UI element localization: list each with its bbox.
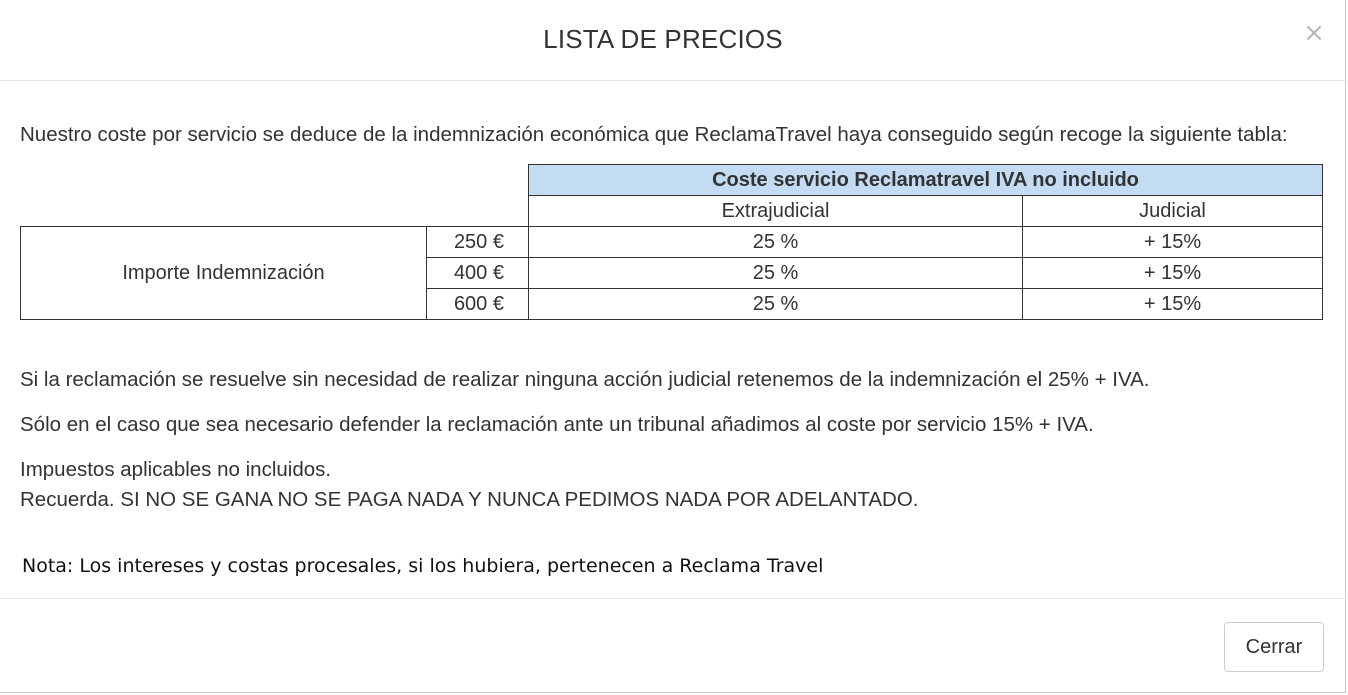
amount-cell: 600 €	[427, 289, 529, 320]
amount-cell: 400 €	[427, 258, 529, 289]
row-label-cell: Importe Indemnización	[21, 227, 427, 320]
modal-title: LISTA DE PRECIOS	[543, 24, 783, 54]
empty-cell	[21, 196, 427, 227]
judicial-info-text: Sólo en el caso que sea necesario defender la reclamación ante un tribunal añadimos al coste por servicio 15% + IVA.	[20, 413, 1094, 436]
extrajudicial-cell: 25 %	[529, 227, 1023, 258]
amount-cell: 250 €	[427, 227, 529, 258]
extrajudicial-cell: 25 %	[529, 258, 1023, 289]
close-button[interactable]: Cerrar	[1224, 622, 1324, 672]
extrajudicial-info-text: Si la reclamación se resuelve sin necesidad de realizar ninguna acción judicial retenemos de la indemnización el 25% + IVA.	[20, 368, 1150, 391]
close-icon[interactable]: ×	[1303, 18, 1325, 48]
modal-header	[0, 0, 1346, 81]
taxes-info-text: Impuestos aplicables no incluidos.	[20, 458, 332, 481]
column-header-judicial: Judicial	[1023, 196, 1323, 227]
empty-cell	[21, 165, 427, 196]
empty-cell	[427, 196, 529, 227]
table-row	[21, 227, 1323, 258]
table-header-row	[21, 165, 1323, 196]
judicial-cell: + 15%	[1023, 289, 1323, 320]
group-header-cell: Coste servicio Reclamatravel IVA no incluido	[529, 165, 1323, 196]
judicial-cell: + 15%	[1023, 258, 1323, 289]
table-subheader-row	[21, 196, 1323, 227]
judicial-cell: + 15%	[1023, 227, 1323, 258]
extrajudicial-cell: 25 %	[529, 289, 1023, 320]
empty-cell	[427, 165, 529, 196]
reminder-text: Recuerda. SI NO SE GANA NO SE PAGA NADA Y NUNCA PEDIMOS NADA POR ADELANTADO.	[20, 488, 919, 511]
price-table	[20, 164, 1323, 320]
note-text: Nota: Los intereses y costas procesales, si los hubiera, pertenecen a Reclama Travel	[22, 555, 824, 577]
column-header-extrajudicial: Extrajudicial	[529, 196, 1023, 227]
intro-text: Nuestro coste por servicio se deduce de la indemnización económica que ReclamaTravel haya conseguido según recoge la siguiente tabla:	[20, 123, 1288, 146]
modal-footer	[0, 598, 1346, 693]
